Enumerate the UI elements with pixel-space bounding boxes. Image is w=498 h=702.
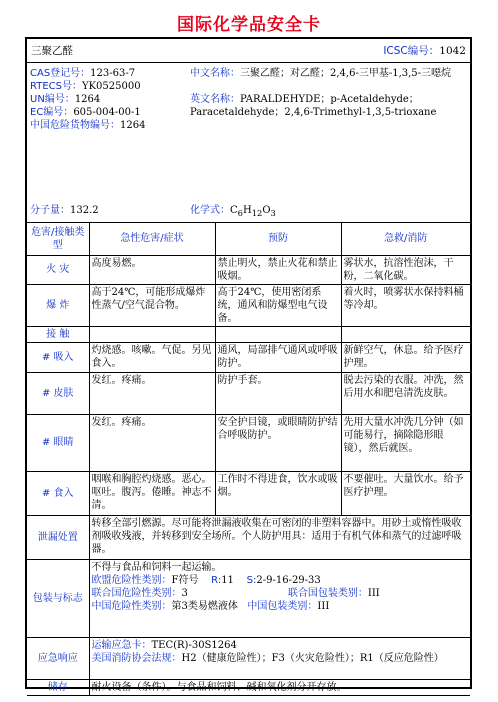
- row-storage: [27, 679, 470, 695]
- ec-value: 605-004-00-1: [73, 107, 141, 118]
- prevention-eyes: 安全护目镜，或眼睛防护结合呼吸防护。: [215, 414, 341, 471]
- first-aid-inhalation: 新鲜空气，休息。给予医疗护理。: [341, 342, 470, 372]
- emergency-nfpa-row: 美国消防协会法规：H2（健康危险性）；F3（火灾危险性）；R1（反应危险性）: [91, 652, 444, 664]
- row-ingestion: [27, 471, 470, 515]
- row-spill: [27, 515, 470, 559]
- icsc-label: ICSC编号：: [383, 45, 440, 57]
- molecular-formula: [190, 204, 276, 220]
- acute-ingestion: 咽喉和胸腔灼烧感。恶心。呕吐。腹泻。倦睡。神志不清。: [89, 471, 215, 515]
- chemical-name: 三聚乙醛: [31, 45, 73, 57]
- cn-name-label: 中文名称：: [190, 68, 240, 79]
- row-explosion: [27, 284, 470, 326]
- cas-row: [30, 67, 185, 80]
- row-skin: [27, 372, 470, 414]
- molecular-weight: [30, 204, 99, 217]
- acute-eyes: 发红。疼痛。: [89, 414, 215, 471]
- type-inhalation: # 吸入: [27, 342, 89, 372]
- en-name-label: 英文名称：: [190, 94, 240, 105]
- icsc-number: [383, 43, 466, 58]
- cn-name-row: [190, 67, 468, 80]
- acute-exposure: [89, 326, 215, 342]
- identification-section: [27, 63, 470, 223]
- col-prevention: 预防: [215, 223, 341, 255]
- cn-number-row: [30, 119, 185, 132]
- en-name-value: PARALDEHYDE；p-Acetaldehyde；Paracetaldehyde；2,4,6-Trimethyl-1,3,5-trioxane: [190, 94, 437, 118]
- cn-name-value: 三聚乙醛；对乙醛；2,4,6-三甲基-1,3,5-三噁烷: [240, 68, 452, 79]
- storage-label: 储存: [27, 679, 89, 695]
- rtecs-value: YK0525000: [81, 81, 141, 92]
- en-name-row: [190, 93, 468, 119]
- un-value: 1264: [74, 94, 101, 105]
- col-first-aid: 急救/消防: [341, 223, 470, 255]
- emergency-content: [89, 637, 470, 679]
- formula-value: $C_6H_{12}O_3$: [230, 205, 276, 218]
- packaging-cn-row: 中国危险性类别：第3类易燃液体 中国包装类别：III: [91, 600, 330, 612]
- type-eyes: # 眼睛: [27, 414, 89, 471]
- mw-value: 132.2: [70, 205, 99, 216]
- type-ingestion: # 食入: [27, 471, 89, 515]
- ec-label: EC编号：: [30, 107, 74, 118]
- un-label: UN编号：: [30, 94, 75, 105]
- spill-label: 泄漏处置: [27, 515, 89, 559]
- cn-number-value: 1264: [120, 120, 146, 131]
- first-aid-skin: 脱去污染的衣服。冲洗，然后用水和肥皂清洗皮肤。: [341, 372, 470, 414]
- prevention-explosion: 高于24℃，使用密闭系统，通风和防爆型电气设备。: [215, 284, 341, 326]
- safety-card: [25, 37, 472, 693]
- acute-fire: 高度易燃。: [89, 255, 215, 284]
- acute-inhalation: 灼烧感。咳嗽。气促。另见食入。: [89, 342, 215, 372]
- row-exposure: [27, 326, 470, 342]
- row-packaging: [27, 559, 470, 637]
- prevention-fire: 禁止明火，禁止火花和禁止吸烟。: [215, 255, 341, 284]
- first-aid-eyes: 先用大量水冲洗几分钟（如可能易行，摘除隐形眼镜），然后就医。: [341, 414, 470, 471]
- table-header-row: [27, 223, 470, 255]
- packaging-un-row: 联合国危险性类别：3 联合国包装类别：III: [91, 587, 380, 599]
- mw-label: 分子量：: [30, 205, 70, 216]
- cas-value: 123-63-7: [90, 68, 136, 79]
- prevention-inhalation: 通风，局部排气通风或呼吸防护。: [215, 342, 341, 372]
- first-aid-fire: 雾状水，抗溶性泡沫，干粉，二氧化碳。: [341, 255, 470, 284]
- rtecs-label: RTECS号：: [30, 81, 82, 92]
- icsc-value: 1042: [439, 45, 466, 57]
- packaging-line-1: 不得与食品和饲料一起运输。: [91, 561, 222, 573]
- acute-skin: 发红。疼痛。: [89, 372, 215, 414]
- first-aid-explosion: 着火时，喷雾状水保持料桶等冷却。: [341, 284, 470, 326]
- formula-label: 化学式：: [190, 205, 230, 216]
- cn-number-label: 中国危险货物编号：: [30, 120, 120, 131]
- prevention-ingestion: 工作时不得进食，饮水或吸烟。: [215, 471, 341, 515]
- col-acute: 急性危害/症状: [89, 223, 215, 255]
- packaging-label: 包装与标志: [27, 559, 89, 637]
- card-header: [27, 39, 470, 63]
- spill-text: 转移全部引燃源。尽可能将泄漏液收集在可密闭的非塑料容器中。用砂土或惰性吸收剂吸收残液，并转移到安全场所。个人防护用具：适用于有机气体和蒸气的过滤呼吸器。: [89, 515, 470, 559]
- rtecs-row: [30, 80, 185, 93]
- type-explosion: 爆 炸: [27, 284, 89, 326]
- type-exposure: 接 触: [27, 326, 89, 342]
- un-row: [30, 93, 185, 106]
- first-aid-exposure: [341, 326, 470, 342]
- packaging-eu-row: 欧盟危险性类别：F符号 R:11 S:2-9-16-29-33: [91, 574, 321, 586]
- type-skin: # 皮肤: [27, 372, 89, 414]
- col-type: 危害/接触类型: [27, 223, 89, 255]
- row-eyes: [27, 414, 470, 471]
- hazard-table: [27, 223, 470, 696]
- first-aid-ingestion: 不要催吐。大量饮水。给予医疗护理。: [341, 471, 470, 515]
- row-fire: [27, 255, 470, 284]
- row-emergency: [27, 637, 470, 679]
- page-title: 国际化学品安全卡: [177, 15, 321, 35]
- storage-text: 耐火设备（条件）。与食品和饲料、碱和氧化剂分开存放。: [89, 679, 470, 695]
- prevention-skin: 防护手套。: [215, 372, 341, 414]
- row-inhalation: [27, 342, 470, 372]
- ec-row: [30, 106, 185, 119]
- emergency-card-row: 运输应急卡：TEC(R)-30S1264: [91, 639, 237, 651]
- prevention-exposure: [215, 326, 341, 342]
- emergency-label: 应急响应: [27, 637, 89, 679]
- chemical-names: [190, 67, 468, 119]
- type-fire: 火 灾: [27, 255, 89, 284]
- packaging-content: [89, 559, 470, 637]
- registry-numbers: [30, 67, 185, 132]
- acute-explosion: 高于24℃，可能形成爆炸性蒸气/空气混合物。: [89, 284, 215, 326]
- cas-label: CAS登记号：: [30, 68, 91, 79]
